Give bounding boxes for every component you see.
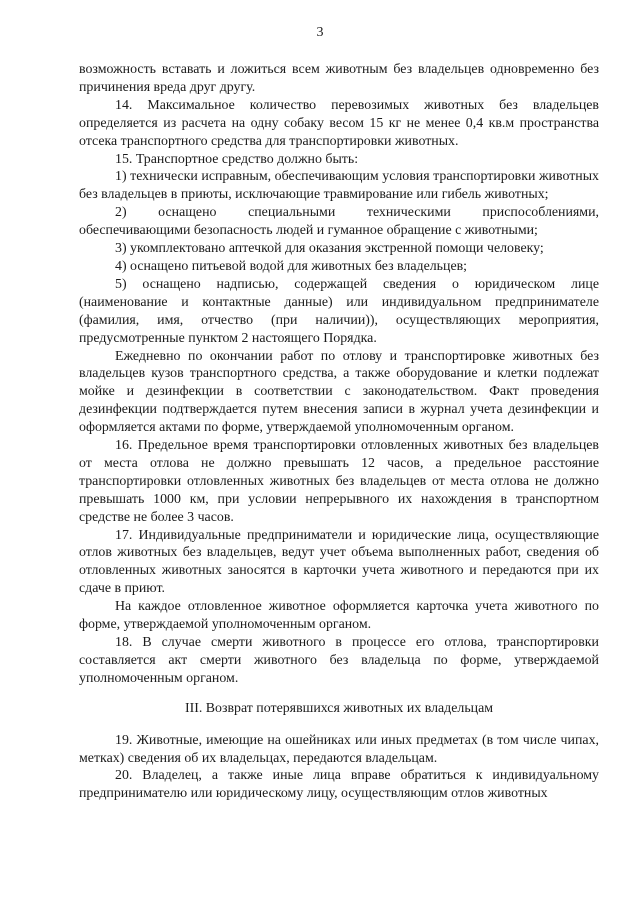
paragraph-card: На каждое отловленное животное оформляется карточка учета животного по форме, утверждаемой уполномоченным органом. — [79, 599, 599, 633]
section-heading: III. Возврат потерявшихся животных их владельцам — [184, 700, 494, 716]
paragraph-19: 19. Животные, имеющие на ошейниках или иных предметах (в том числе чипах, метках) сведения об их владельцах, передаются владельцам. — [79, 732, 599, 766]
page-number: 3 — [316, 25, 324, 40]
bottom-paragraphs — [79, 732, 599, 804]
paragraph-daily: Ежедневно по окончании работ по отлову и транспортировке животных без владельцев кузов транспортного средства, а также оборудование и клетки подлежат мойке и дезинфекции в соответствии с законодательством. Факт проведения дезинфекции подтверждается путем внесения записи в журнал учета дезинфекции и оформляется актами по форме, утверждаемой уполномоченным органом. — [79, 348, 599, 436]
paragraph-15: 15. Транспортное средство должно быть: — [115, 151, 359, 167]
paragraph-continuation: возможность вставать и ложиться всем животным без владельцев одновременно без причинения вреда друг другу. — [79, 62, 599, 95]
paragraph-18: 18. В случае смерти животного в процессе его отлова, транспортировки составляется акт смерти животного без владельца по форме, утверждаемой уполномоченным органом. — [79, 635, 599, 686]
paragraph-15-3: 3) укомплектовано аптечкой для оказания экстренной помощи человеку; — [115, 241, 544, 257]
paragraph-20: 20. Владелец, а также иные лица вправе обратиться к индивидуальному предпринимателю или юридическому лицу, осуществляющим отлов животных — [79, 768, 599, 802]
paragraph-15-1: 1) технически исправным, обеспечивающим условия транспортировки животных без владельцев в приюты, исключающие травмирование или гибель животных; — [79, 169, 599, 203]
paragraph-14: 14. Максимальное количество перевозимых животных без владельцев определяется из расчета на одну собаку весом 15 кг не менее 0,4 кв.м пространства отсека транспортного средства для транспортировки животных. — [79, 97, 599, 149]
top-paragraphs — [79, 61, 599, 688]
document-body — [79, 61, 599, 803]
paragraph-16: 16. Предельное время транспортировки отловленных животных без владельцев от места отлова не должно превышать 12 часов, а предельное расстояние транспортировки отловленных животных без владельцев от места отлова не должно превышать 1000 км, при условии непрерывного их нахождения в транспортном средстве не более 3 часов. — [79, 438, 599, 525]
paragraph-15-4: 4) оснащено питьевой водой для животных без владельцев; — [115, 258, 468, 274]
paragraph-15-5: 5) оснащено надписью, содержащей сведения о юридическом лице (наименование и контактные данные) или индивидуальном предпринимателе (фамилия, имя, отчество (при наличии)), осуществляющих мероприятия, предусмотренные пунктом 2 настоящего Порядка. — [79, 276, 599, 346]
paragraph-15-2: 2) оснащено специальными техническими приспособлениями, обеспечивающими безопасность людей и гуманное обращение с животными; — [79, 205, 599, 239]
paragraph-17: 17. Индивидуальные предприниматели и юридические лица, осуществляющие отлов животных без владельцев, ведут учет объема выполненных работ, сведения об отловленных животных заносятся в карточки учета животного и передаются при их сдаче в приют. — [79, 527, 599, 597]
